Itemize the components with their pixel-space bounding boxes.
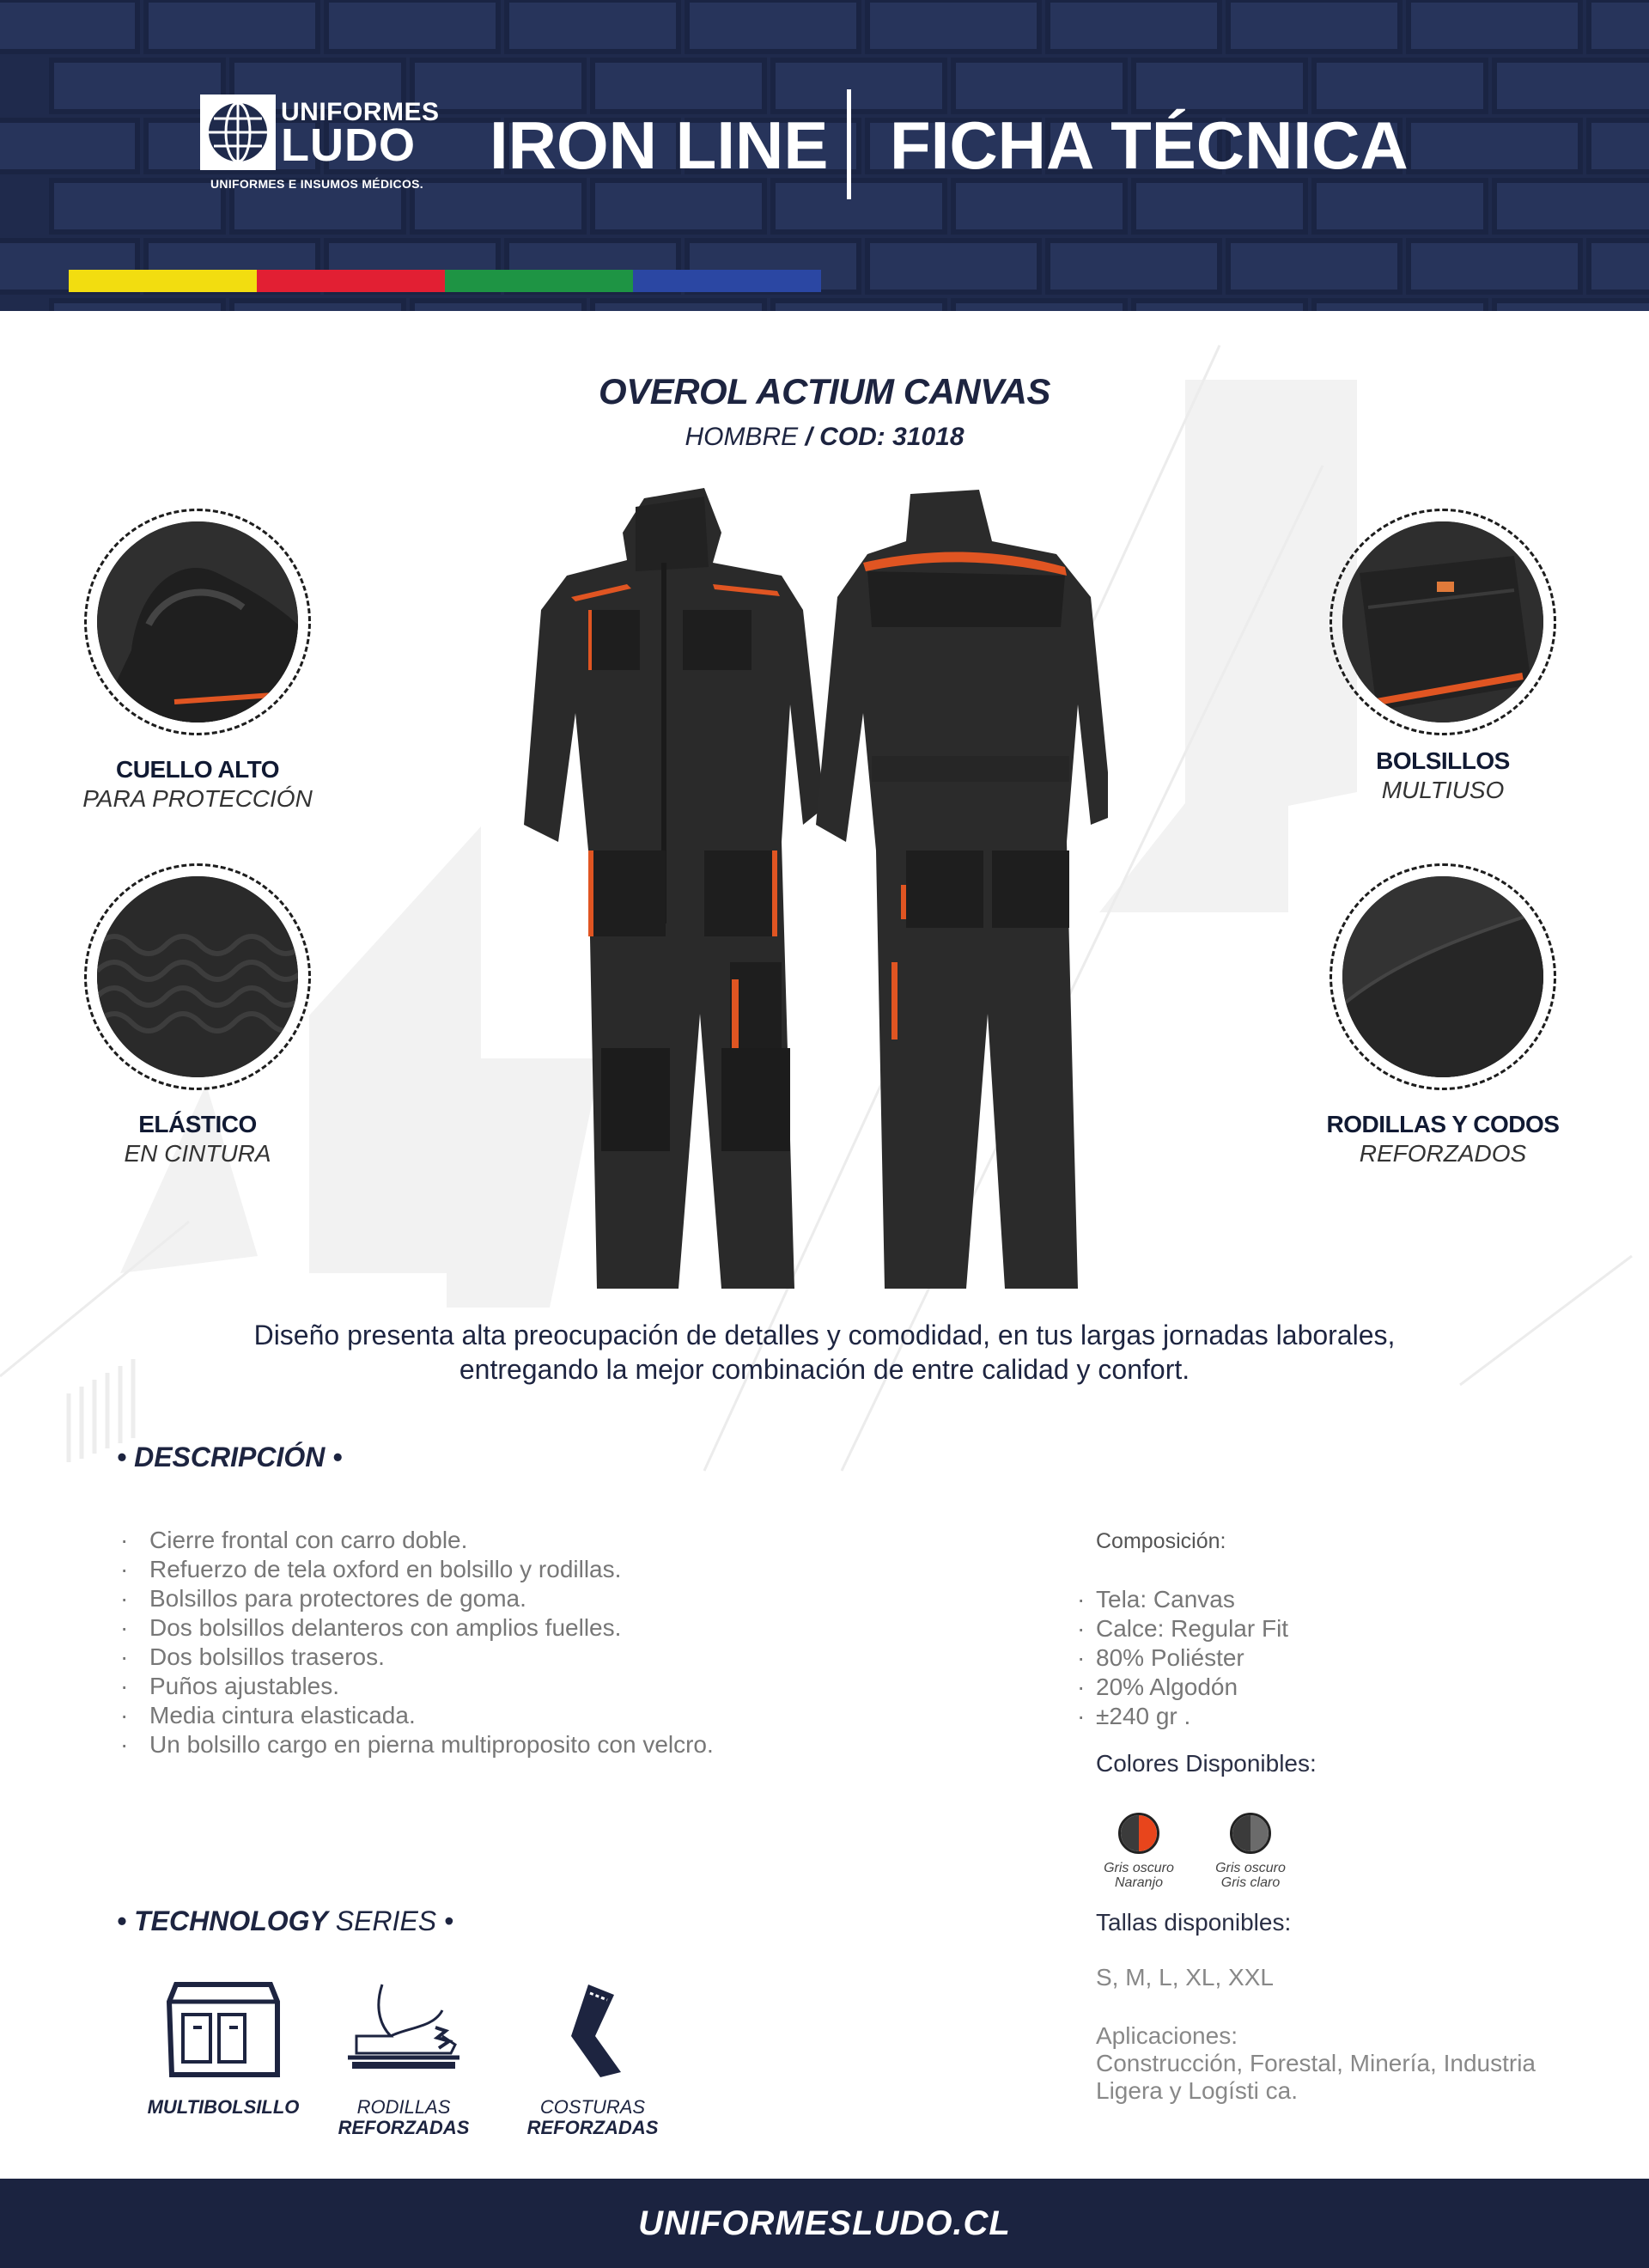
intro-paragraph xyxy=(0,1318,1649,1387)
header-divider xyxy=(847,89,851,199)
technology-title-light: SERIES • xyxy=(327,1905,454,1936)
tech-label-bold: REFORZADAS xyxy=(526,2117,659,2138)
tech-label-line: COSTURAS xyxy=(539,2096,646,2118)
tech-label-line: RODILLAS xyxy=(356,2096,451,2118)
list-item: · 80% Poliéster xyxy=(1077,1643,1592,1673)
product-name: OVEROL ACTIUM CANVAS xyxy=(599,371,1050,412)
applications-line-2: Ligera y Logísti ca. xyxy=(1096,2077,1299,2104)
tech-reinforced-seams xyxy=(507,1976,678,2138)
tech-label xyxy=(137,2097,309,2118)
feature-title: CUELLO ALTO xyxy=(116,756,279,783)
list-item: · Bolsillos para protectores de goma. xyxy=(120,1584,714,1613)
feature-subtitle: REFORZADOS xyxy=(1359,1140,1527,1167)
list-item: · Puños ajustables. xyxy=(120,1672,714,1701)
product-code: / COD: 31018 xyxy=(798,423,964,451)
collar-detail-image xyxy=(97,521,298,722)
tech-reinforced-knees xyxy=(318,1976,490,2138)
knees-detail-circle xyxy=(1330,863,1556,1090)
description-list xyxy=(120,1526,714,1759)
footer xyxy=(0,2179,1649,2268)
swatch-label-line: Naranjo xyxy=(1114,1875,1164,1890)
brand-tagline: UNIFORMES E INSUMOS MÉDICOS. xyxy=(210,177,423,191)
color-bar-yellow xyxy=(69,270,257,292)
coverall-front-view xyxy=(524,488,824,1289)
color-bar-green xyxy=(445,270,633,292)
waist-detail-circle xyxy=(84,863,311,1090)
list-item: · Un bolsillo cargo en pierna multiproposito con velcro. xyxy=(120,1730,714,1759)
feature-title: BOLSILLOS xyxy=(1376,747,1510,774)
tech-label-bold: REFORZADAS xyxy=(338,2117,470,2138)
brand-logo[interactable] xyxy=(200,93,440,196)
feature-waist xyxy=(69,863,326,1168)
technology-title-bold: • TECHNOLOGY xyxy=(117,1905,328,1936)
list-item: · Cierre frontal con carro doble. xyxy=(120,1526,714,1555)
feature-knees xyxy=(1314,863,1572,1168)
list-item: · Tela: Canvas xyxy=(1077,1585,1592,1614)
swatch-label xyxy=(1087,1861,1190,1890)
website-link[interactable]: UNIFORMESLUDO.CL xyxy=(638,2204,1011,2242)
coverall-product-image xyxy=(507,481,1108,1306)
product-line-title: IRON LINE xyxy=(490,107,829,183)
intro-line-2: entregando la mejor combinación de entre calidad y confort. xyxy=(459,1354,1190,1385)
description-heading: • DESCRIPCIÓN • xyxy=(117,1442,343,1472)
collar-detail-circle xyxy=(84,509,311,735)
globe-icon xyxy=(200,94,276,170)
intro-line-1: Diseño presenta alta preocupación de detalles y comodidad, en tus largas jornadas laborales, xyxy=(253,1320,1396,1350)
swatch-dark-grey-light-grey[interactable] xyxy=(1230,1813,1271,1854)
list-item: · Calce: Regular Fit xyxy=(1077,1614,1592,1643)
tech-label xyxy=(507,2097,678,2138)
swatch-label-line: Gris oscuro xyxy=(1104,1861,1174,1875)
swatch-dark-grey-orange[interactable] xyxy=(1118,1813,1159,1854)
brand-name-main: LUDO xyxy=(281,119,416,171)
color-bar-blue xyxy=(633,270,821,292)
feature-title: ELÁSTICO xyxy=(138,1111,257,1137)
pockets-detail-image xyxy=(1342,521,1543,722)
color-bar-red xyxy=(257,270,445,292)
waist-detail-image xyxy=(97,876,298,1077)
list-item: · Refuerzo de tela oxford en bolsillo y rodillas. xyxy=(120,1555,714,1584)
specifications-panel xyxy=(1077,1529,1592,1777)
swatch-label xyxy=(1199,1861,1302,1890)
applications-line-1: Construcción, Forestal, Minería, Industria xyxy=(1096,2050,1536,2076)
coverall-back-view xyxy=(816,490,1108,1289)
composition-list xyxy=(1077,1585,1592,1731)
sizes-label: Tallas disponibles: xyxy=(1096,1909,1292,1936)
feature-subtitle: PARA PROTECCIÓN xyxy=(82,785,313,812)
multipocket-icon xyxy=(159,1976,288,2088)
sizes-value: S, M, L, XL, XXL xyxy=(1096,1964,1274,1991)
feature-subtitle: MULTIUSO xyxy=(1381,777,1505,803)
knees-detail-image xyxy=(1342,876,1543,1077)
applications-label: Aplicaciones: xyxy=(1096,2022,1238,2049)
brand-name-top: UNIFORMES xyxy=(281,98,440,126)
list-item: · 20% Algodón xyxy=(1077,1673,1592,1702)
feature-collar xyxy=(69,509,326,813)
sizes-panel xyxy=(1077,1909,1592,2105)
product-subtitle xyxy=(0,423,1649,452)
product-gender: HOMBRE xyxy=(685,423,799,451)
technology-heading xyxy=(117,1905,453,1937)
pockets-detail-circle xyxy=(1330,509,1556,735)
swatch-label-line: Gris oscuro xyxy=(1215,1861,1286,1875)
composition-label: Composición: xyxy=(1096,1529,1226,1553)
list-item: · Dos bolsillos delanteros con amplios fuelles. xyxy=(120,1613,714,1643)
colors-label: Colores Disponibles: xyxy=(1096,1750,1317,1777)
tech-label-bold: MULTIBOLSILLO xyxy=(147,2096,300,2118)
feature-subtitle: EN CINTURA xyxy=(124,1140,271,1167)
swatch-label-line: Gris claro xyxy=(1220,1875,1281,1890)
tech-multipocket xyxy=(137,1976,309,2118)
list-item: · ±240 gr . xyxy=(1077,1702,1592,1731)
tech-label xyxy=(318,2097,490,2138)
list-item: · Dos bolsillos traseros. xyxy=(120,1643,714,1672)
seam-icon xyxy=(528,1976,657,2088)
knee-pad-icon xyxy=(339,1976,468,2088)
list-item: · Media cintura elasticada. xyxy=(120,1701,714,1730)
feature-title: RODILLAS Y CODOS xyxy=(1326,1111,1560,1137)
feature-pockets xyxy=(1314,509,1572,804)
header-banner xyxy=(0,0,1649,311)
document-title: FICHA TÉCNICA xyxy=(890,107,1409,183)
